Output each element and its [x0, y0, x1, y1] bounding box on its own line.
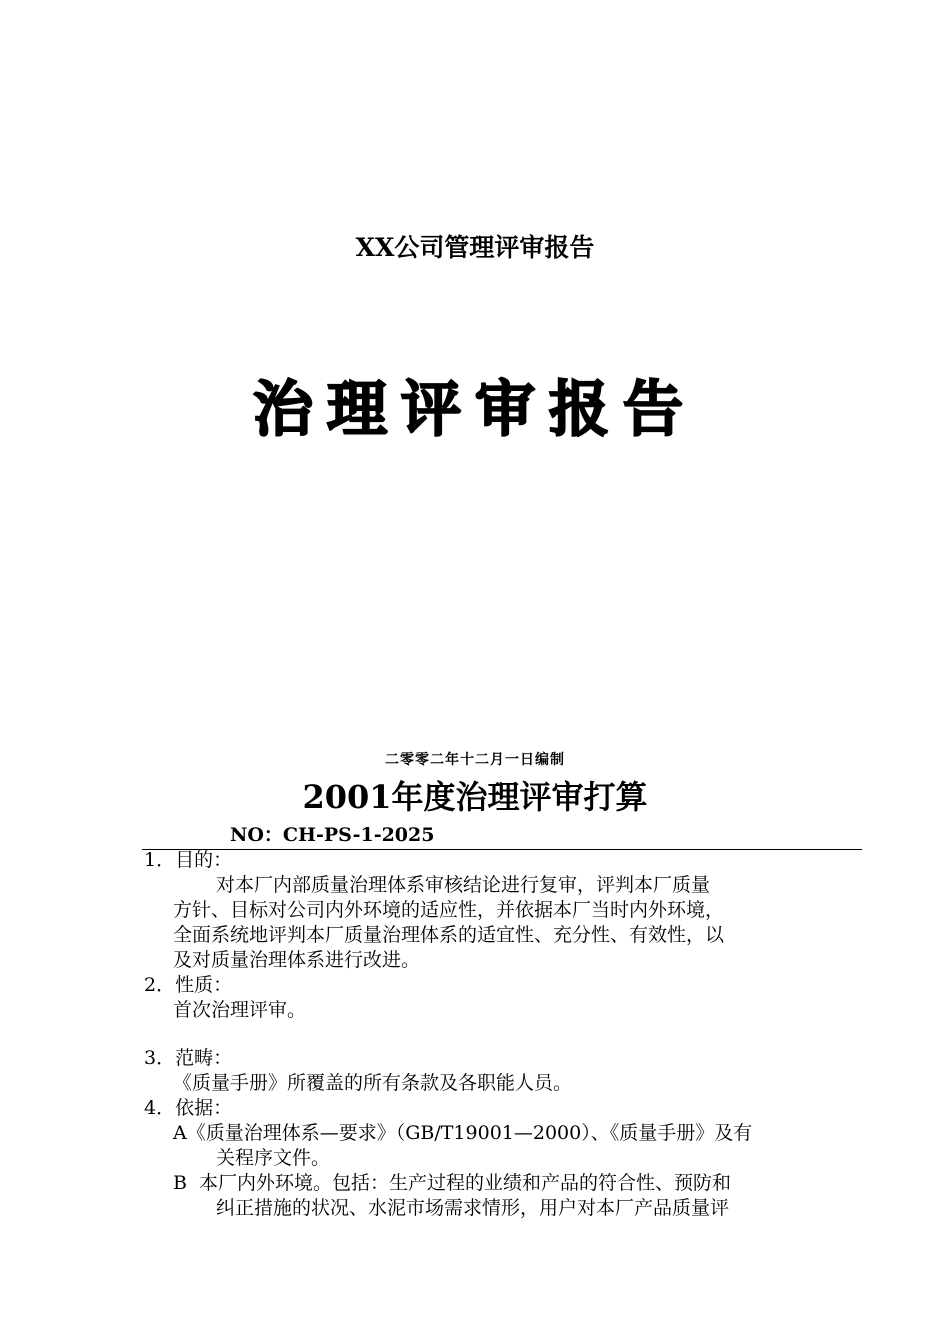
- plan-title: 2001年度治理评审打算: [302, 778, 648, 816]
- section-2-line-1: 首次治理评审。: [173, 999, 307, 1021]
- section-1-heading: 1．目的：: [144, 849, 233, 871]
- section-1-line-1: 对本厂内部质量治理体系审核结论进行复审，评判本厂质量: [216, 874, 711, 896]
- section-4-item-b-line-1: B 本厂内外环境。包括：生产过程的业绩和产品的符合性、预防和: [173, 1172, 732, 1194]
- section-2-heading: 2．性质：: [144, 974, 233, 996]
- section-4-item-a-line-1: A《质量治理体系—要求》（GB/T19001—2000）、《质量手册》及有: [173, 1122, 753, 1144]
- section-4-heading: 4．依据：: [144, 1097, 233, 1119]
- compile-date: 二零零二年十二月一日编制: [385, 752, 565, 768]
- header-divider: [142, 849, 862, 850]
- section-1-line-2: 方针、目标对公司内外环境的适应性，并依据本厂当时内外环境，: [173, 899, 725, 921]
- section-1-line-3: 全面系统地评判本厂质量治理体系的适宜性、充分性、有效性，以: [173, 924, 725, 946]
- company-title: XX公司管理评审报告: [355, 233, 595, 262]
- section-4-item-b-line-2: 纠正措施的状况、水泥市场需求情形，用户对本厂产品质量评: [216, 1197, 730, 1219]
- section-3-line-1: 《质量手册》所覆盖的所有条款及各职能人员。: [173, 1072, 573, 1094]
- section-3-heading: 3．范畴：: [144, 1047, 233, 1069]
- section-4-item-a-line-2: 关程序文件。: [216, 1147, 331, 1169]
- report-title: 治理评审报告: [253, 375, 697, 445]
- document-number: NO：CH-PS-1-2025: [230, 824, 435, 846]
- section-1-line-4: 及对质量治理体系进行改进。: [173, 949, 421, 971]
